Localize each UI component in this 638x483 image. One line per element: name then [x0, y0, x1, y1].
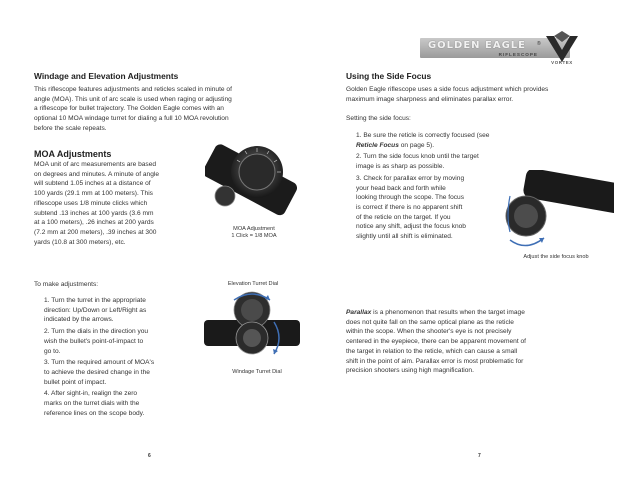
step-2: 2. Turn the dials in the direction you wish the bullet's point-of-impact to go to.: [44, 328, 149, 355]
windage-heading: Windage and Elevation Adjustments: [34, 71, 179, 81]
brand-name: GOLDEN EAGLE: [427, 40, 527, 51]
to-make-label: To make adjustments:: [34, 281, 99, 288]
registered-mark: ®: [537, 41, 541, 47]
setting-label: Setting the side focus:: [346, 115, 411, 122]
parallax-paragraph: Parallax is a phenomenon that results when the target image does not quite fall on the same optical plane as the reticle within the scope. When the shooter's eye is not precisely centered in the eyepiece, there can be apparent movement of the target in relation to the reticle, which can cause a small shift in the point of aim. Parallax error is most problematic for precision shooters using high magnification.: [346, 309, 526, 375]
knob-caption: Adjust the side focus knob: [523, 254, 589, 260]
steps-list: [44, 296, 154, 418]
step-1: 1. Turn the turret in the appropriate direction: Up/Down or Left/Right as indicated by the arrows.: [44, 297, 147, 324]
elevation-windage-turret-photo: [204, 290, 300, 368]
step-3: 3. Turn the required amount of MOA's to achieve the desired change in the bullet point of impact.: [44, 359, 155, 386]
moa-paragraph: MOA unit of arc measurements are based on degrees and minutes. A minute of angle will subtend 1.05 inches at a distance of 100 yards (29.1 mm at 100 meters). This riflescope uses 1/8 minute clicks which subtend .13 inches at 100 yards (3.6 mm at a 100 meters), .26 inches at 200 yards (7.2 mm at 200 meters), .39 inches at 300 yards (10.8 at 300 meters), etc.: [34, 161, 160, 246]
moa-heading: MOA Adjustments: [34, 149, 112, 159]
maker-name: VORTEX: [551, 60, 573, 65]
windage-caption: Windage Turret Dial: [232, 369, 282, 375]
page-number-left: 6: [148, 453, 151, 459]
side-focus-intro: Golden Eagle riflescope uses a side focus adjustment which provides maximum image sharpness and eliminates parallax error.: [346, 86, 549, 103]
step-4: 4. After sight-in, realign the zero marks on the turret dials with the reference lines on the scope body.: [44, 390, 145, 417]
side-focus-knob-photo: [504, 170, 614, 250]
page-number-right: 7: [478, 453, 481, 459]
moa-turret-photo: [205, 132, 297, 224]
elevation-caption: Elevation Turret Dial: [227, 281, 279, 287]
moa-caption: MOA Adjustment 1 Click = 1/8 MOA: [231, 226, 277, 239]
side-focus-heading: Using the Side Focus: [346, 71, 432, 81]
side-focus-steps: 1. Be sure the reticle is correctly focused (see Reticle Focus on page 5). 2. Turn the side focus knob until the target image is as sharp as possible. 3. Check for parallax error by moving your head back and forth while looking through the scope. The focus is correct if there is no apparent shift of the reticle on the target. If you notice any shift, adjust the focus knob slightly until all shift is eliminated.: [356, 132, 490, 241]
brand-subtitle: RIFLESCOPE: [498, 52, 538, 57]
windage-paragraph: This riflescope features adjustments and reticles scaled in minute of angle (MOA). This unit of arc scale is used when raging or adjusting a riflescope for bullet trajectory. The Golden Eagle comes with an optional 10 MOA windage turret for dialing a full 10 MOA revolution before the scale repeats.: [34, 86, 232, 132]
